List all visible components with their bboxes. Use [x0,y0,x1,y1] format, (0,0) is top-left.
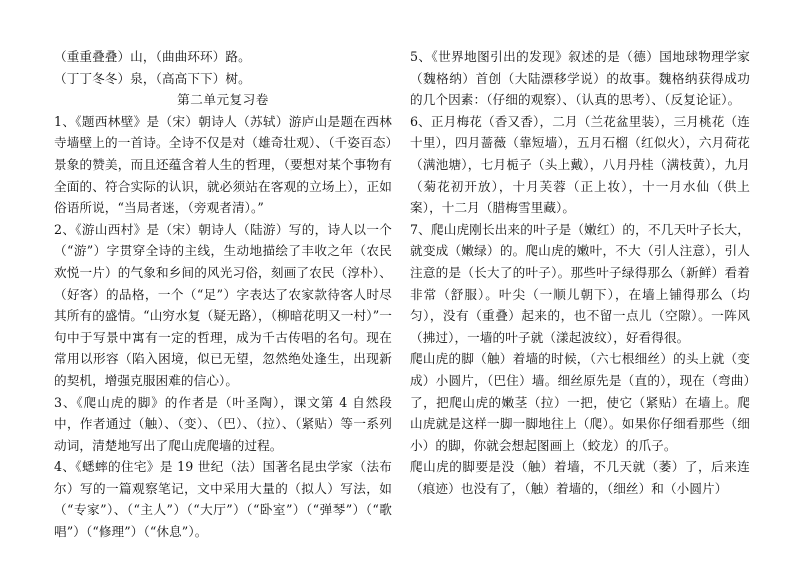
couplet-line-2: （丁丁冬冬）泉，（高高下下）树。 [54,70,251,86]
question-6-paragraph: 6、正月梅花（香又香），二月（兰花盆里装），三月桃花（连十里），四月蔷薇（靠短墙），五月石榴（红似火），六月荷花（满池塘），七月栀子（头上戴），八月丹桂（满枝黄），九月（菊花初开放），十月芙蓉（正上妆），十一月水仙（供上案），十二月（腊梅雪里藏）。 [410,113,750,216]
question-7-final-paragraph: 爬山虎的脚要是没（触）着墙，不几天就（萎）了，后来连（痕迹）也没有了，（触）着墙的，（细丝）和（小圆片） [410,459,750,496]
question-7-continued-paragraph: 爬山虎的脚（触）着墙的时候，（六七根细丝）的头上就（变成）小圆片，（巴住）墙。细丝原先是（直的），现在（弯曲）了，把爬山虎的嫩茎（拉）一把，使它（紧贴）在墙上。爬山虎就是这样一脚一脚地往上（爬）。如果你仔细看那些（细小）的脚，你就会想起图画上（蛟龙）的爪子。 [410,351,750,453]
question-2-paragraph: 2、《游山西村》是（宋）朝诗人（陆游）写的，诗人以一个（“游”）字贯穿全诗的主线，生动地描绘了丰收之年（农民欢悦一片）的气象和乡间的风光习俗，刻画了农民（淳朴）、（好客）的品格，一个（“足”）字表达了农家款待客人时尽其所有的盛情。“山穷水复（疑无路），（柳暗花明又一村）”一句中于写景中寓有一定的哲理，成为千古传唱的名句。现在常用以形容（陷入困境，似已无望，忽然绝处逢生，出现新的契机，增强克服困难的信心）。 [54,221,392,388]
question-4-paragraph: 4、《蟋蟀的住宅》是 19 世纪（法）国著名昆虫学家（法布尔）写的一篇观察笔记，文中采用大量的（拟人）写法，如（“专家”）、（“主人”）（“大厅”）（“卧室”）（“弹琴”）（“歌唱”）（“修理”）（“休息”）。 [54,459,392,540]
question-1-paragraph: 1、《题西林壁》是（宋）朝诗人（苏轼）游庐山是题在西林寺墙壁上的一首诗。全诗不仅是对（雄奇壮观）、（千姿百态）景象的赞美，而且还蕴含着人生的哲理，（要想对某个事物有全面的、符合实际的认识，就必须站在客观的立场上），正如俗语所说，“当局者迷，（旁观者清）。” [54,113,392,216]
right-column [410,46,750,499]
question-5-paragraph: 5、《世界地图引出的发现》叙述的是（德）国地球物理学家（魏格纳）首创（大陆漂移学说）的故事。魏格纳获得成功的几个因素：（仔细的观察）、（认真的思考）、（反复论证）。 [410,49,750,108]
couplet-line-1: （重重叠叠）山，（曲曲环环）路。 [54,49,251,64]
left-column [54,46,392,543]
question-7-paragraph: 7、爬山虎刚长出来的叶子是（嫩红）的，不几天叶子长大，就变成（嫩绿）的。爬山虎的嫩叶，不大（引人注意），引人注意的是（长大了的叶子）。那些叶子绿得那么（新鲜）看着非常（舒服）。叶尖（一顺儿朝下），在墙上铺得那么（均匀），没有（重叠）起来的，也不留一点儿（空隙）。一阵风（拂过），一墙的叶子就（漾起波纹），好看得很。 [410,221,750,345]
section-title: 第二单元复习卷 [177,92,269,108]
question-3-paragraph: 3、《爬山虎的脚》的作者是（叶圣陶），课文第 4 自然段中，作者通过（触）、（变）、（巴）、（拉）、（紧贴）等一系列动词，清楚地写出了爬山虎爬墙的过程。 [54,394,392,453]
